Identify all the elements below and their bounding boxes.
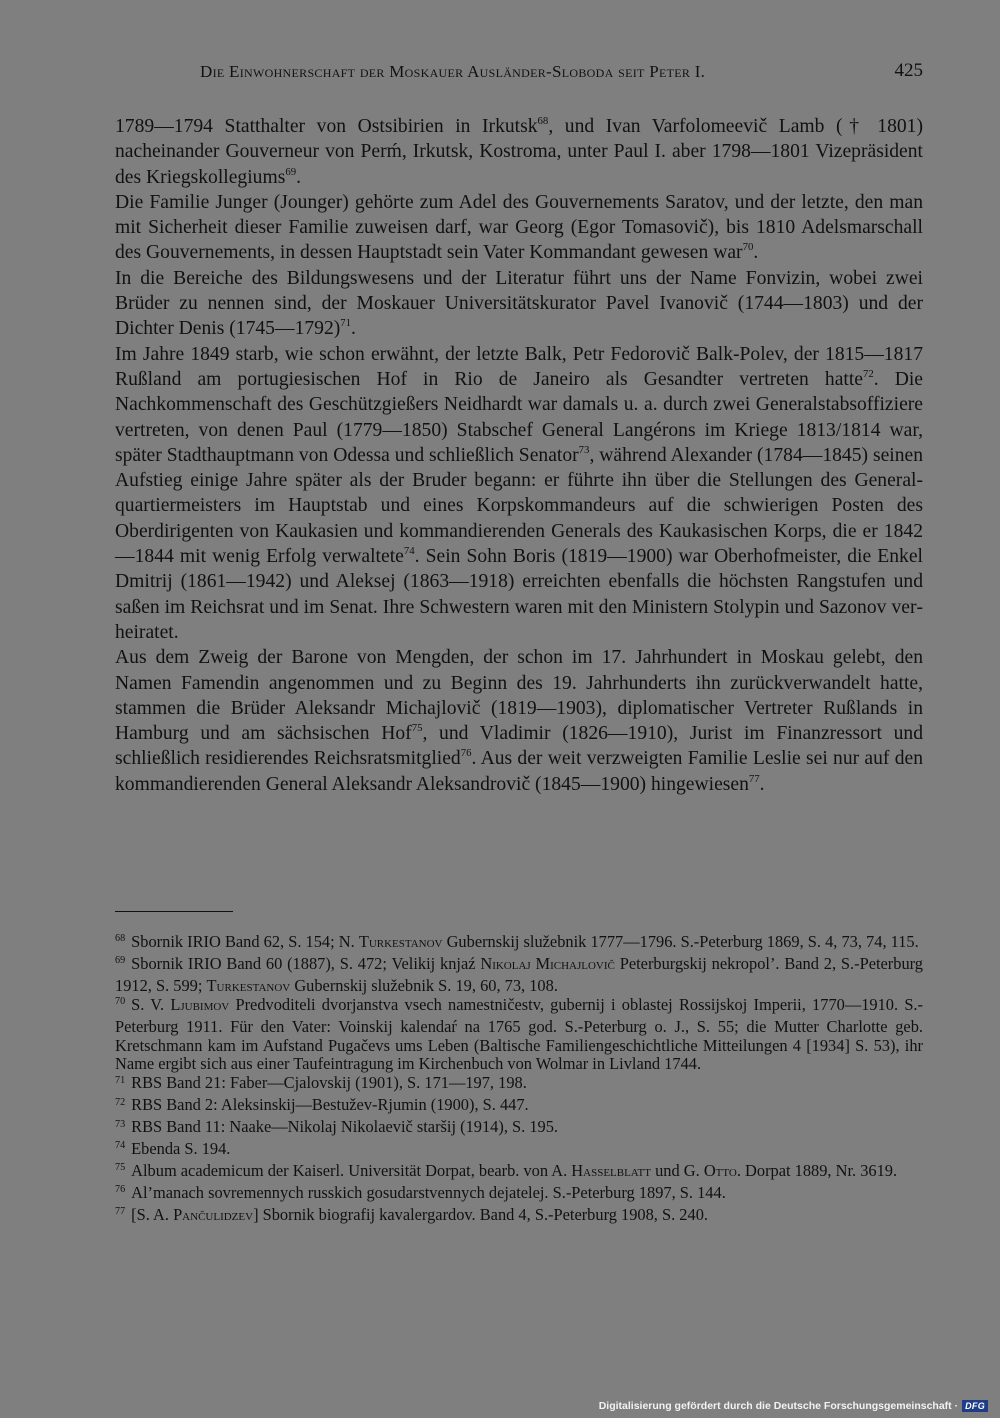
footnote-number: 71: [115, 1074, 126, 1086]
footnote-number: 76: [115, 1184, 126, 1196]
footnote-text: Al’manach sovremennych russkich gosudarstvennych dejatelej. S.-Peterburg 1897, S. 144.: [131, 1182, 726, 1202]
footnote-text: Sbornik IRIO Band 62, S. 154; N.: [131, 932, 359, 951]
footer-text: Digitalisierung gefördert durch die Deutsche Forschungsgemeinschaft ·: [598, 1400, 959, 1412]
footnote-number: 69: [115, 955, 126, 967]
footnote-number: 70: [115, 996, 126, 1008]
footnote-ref[interactable]: 77: [748, 772, 760, 785]
footnote-text: S. V.: [131, 994, 171, 1014]
footnote: [115, 1184, 923, 1206]
footnote-ref[interactable]: 74: [403, 544, 415, 557]
footnote: [115, 1096, 923, 1118]
author-name: Ljubimov: [170, 994, 230, 1014]
paragraph: [115, 266, 923, 342]
paragraph: [115, 342, 923, 646]
footnote-text: und G.: [650, 1160, 704, 1180]
text-run: , und Ivan Varfolomeevič Lamb († 1801) nacheinander Gouverneur von Perḿ, Irkutsk, Kostroma, unter Paul I. aber 1798—1801 Vizepräsident des Kriegskollegiums: [115, 116, 923, 188]
footnote: [115, 1206, 923, 1228]
text-run: , während Alexander (1784—1845) seinen Aufstieg einige Jahre später als der Bruder begann: er führte ihn über die Stellungen des Generalquartiermeisters im Hauptstab und eines Korpskommandeurs auf die schwierigen Posten des Oberdirigenten von Kaukasien und kommandierenden Generals des Kaukasischen Korps, die er 1842—1844 mit wenig Erfolg verwaltete: [115, 444, 924, 568]
footnote-ref[interactable]: 68: [537, 114, 549, 127]
footnote-text: [S. A.: [131, 1204, 174, 1224]
footnote-text: Ebenda S. 194.: [131, 1139, 231, 1159]
text-run: 1789—1794 Statthalter von Ostsibirien in Irkutsk: [115, 116, 538, 137]
footnote-text: Album academicum der Kaiserl. Universität Dorpat, bearb. von A.: [131, 1160, 572, 1180]
author-name: Turkestanov: [358, 932, 443, 951]
footnote-number: 73: [115, 1118, 126, 1130]
text-run: .: [759, 773, 765, 795]
paragraph: [115, 645, 923, 797]
text-run: .: [351, 318, 356, 340]
digitization-footer: [599, 1399, 988, 1413]
footnote-number: 72: [115, 1096, 126, 1108]
text-run: In die Bereiche des Bildungswesens und der Literatur führt uns der Name Fonvizin, wobei zwei Brüder zu nennen sind, der Moskauer Universitätskurator Pavel Ivanovič (1744—1803) und der Dichter Denis (1745—1792): [115, 267, 923, 340]
footnote: [115, 1140, 923, 1162]
page-number: 425: [894, 60, 923, 81]
text-run: Die Familie Junger (Jounger) gehörte zum Adel des Gouvernements Saratov, und der letzte, den man mit Sicherheit dieser Familie zuweisen darf, war Georg (Egor Tomasovič), bis 1810 Adelsmarschall des Gouvernements, in dessen Hauptstadt sein Vater Kommandant gewesen war: [115, 191, 923, 264]
footnotes: [115, 933, 923, 1228]
text-run: , und Vladimir (1826—1910), Jurist im Finanzressort und schließlich residierendes Reichsratsmitglied: [115, 723, 923, 770]
footnote: [115, 933, 923, 955]
footnote-ref[interactable]: 69: [285, 165, 297, 178]
footnote-ref[interactable]: 75: [411, 722, 423, 735]
footnote-number: 68: [115, 933, 126, 945]
text-run: .: [296, 166, 302, 188]
footnote-text: RBS Band 2: Aleksinskij—Bestužev-Rjumin (1900), S. 447.: [131, 1095, 529, 1115]
dfg-logo: DFG: [962, 1400, 988, 1412]
main-text: [115, 114, 923, 797]
footnote: [115, 1118, 923, 1140]
footnote-text: Gubernskij služebnik 1777—1796. S.-Peterburg 1869, S. 4, 73, 74, 115.: [442, 932, 919, 951]
footnote-text: RBS Band 21: Faber—Cjalovskij (1901), S. 171—197, 198.: [131, 1073, 527, 1093]
footnote: [115, 996, 923, 1075]
author-name: Pančulidzev: [173, 1204, 254, 1224]
footnote-text: Gubernskij služebnik S. 19, 60, 73, 108.: [290, 975, 558, 995]
footnote-ref[interactable]: 70: [742, 241, 754, 254]
footnote-text: Predvoditeli dvorjanstva vsech namestničestv, gubernij i oblastej Rossijskoj Imperii, 1770—1910. S.-Peterburg 1911. Für den Vater: Voinskij kalendaŕ na 1765 god. S.-Peterburg o. J., S. 55; die Mutter Charlotte geb. Kretschmann kam im Aufstand Pugačevs ums Leben (Baltische Familiengeschichtliche Mitteilungen 4 [1934] S. 53), ihr Name ergibt sich aus einer Taufeintragung im Kirchenbuch von Wolmar in Livland 1744.: [115, 994, 923, 1074]
text-run: . Sein Sohn Boris (1819—1900) war Oberhofmeister, die Enkel Dmitrij (1861—1942) und Aleksej (1863—1918) erreichten ebenfalls die höchsten Rangstufen und saßen im Reichsrat und im Senat. Ihre Schwestern waren mit den Ministern Stolypin und Sazonov verheiratet.: [115, 546, 923, 643]
author-name: Otto: [703, 1160, 737, 1180]
paragraph: [115, 190, 923, 266]
footnote-ref[interactable]: 72: [862, 367, 874, 380]
text-run: Im Jahre 1849 starb, wie schon erwähnt, der letzte Balk, Petr Fedorovič Balk-Polev, der 1815—1817 Rußland am portugiesischen Hof in Rio de Janeiro als Gesandter vertreten hatte: [115, 343, 923, 390]
footnote-ref[interactable]: 76: [460, 747, 472, 760]
paragraph: [115, 114, 923, 190]
footnote: [115, 955, 923, 996]
footnote-text: RBS Band 11: Naake—Nikolaj Nikolaevič staršij (1914), S. 195.: [131, 1117, 559, 1137]
footnote-text: Sbornik IRIO Band 60 (1887), S. 472; Velikij knjaź: [131, 953, 481, 973]
footnote: [115, 1074, 923, 1096]
author-name: Turkestanov: [206, 975, 291, 995]
footnote-separator: [115, 911, 233, 912]
text-run: . Aus der weit verzweigten Familie Leslie sei nur auf den kommandierenden General Aleksandr Aleksandrovič (1845—1900) hingewiesen: [115, 748, 924, 795]
running-title: Die Einwohnerschaft der Moskauer Ausländer-Sloboda seit Peter I.: [200, 62, 706, 81]
author-name: Nikolaj Michajlovič: [480, 953, 615, 973]
footnote-number: 77: [115, 1206, 126, 1218]
footnote-ref[interactable]: 71: [340, 317, 352, 330]
footnote-ref[interactable]: 73: [578, 443, 590, 456]
text-run: . Die Nachkommenschaft des Geschützgießers Neidhardt war damals u. a. durch zwei Generalstabsoffiziere vertreten, von denen Paul (1779—1850) Stabschef General Langérons im Kriege 1813/1814 war, später Stadthauptmann von Odessa und schließlich Senator: [115, 368, 924, 466]
text-run: .: [753, 242, 759, 264]
author-name: Hasselblatt: [571, 1160, 651, 1180]
footnote-text: . Dorpat 1889, Nr. 3619.: [736, 1160, 898, 1180]
footnote: [115, 1162, 923, 1184]
footnote-text: ] Sbornik biografij kavalergardov. Band 4, S.-Peterburg 1908, S. 240.: [253, 1204, 708, 1224]
footnote-number: 74: [115, 1140, 126, 1152]
text-run: Aus dem Zweig der Barone von Mengden, der schon im 17. Jahrhundert in Moskau gelebt, den Namen Famendin angenommen und zu Beginn des 19. Jahrhunderts ihn zurückverwandelt hatte, stammen die Brüder Aleksandr Michajlovič (1819—1903), diplomatischer Vertreter Rußlands in Hamburg und am sächsischen Hof: [115, 647, 923, 745]
running-header: [115, 62, 923, 86]
footnote-number: 75: [115, 1162, 126, 1174]
footnote-text: Peterburgskij nekropol’. Band 2, S.-Peterburg 1912, S. 599;: [115, 953, 924, 995]
